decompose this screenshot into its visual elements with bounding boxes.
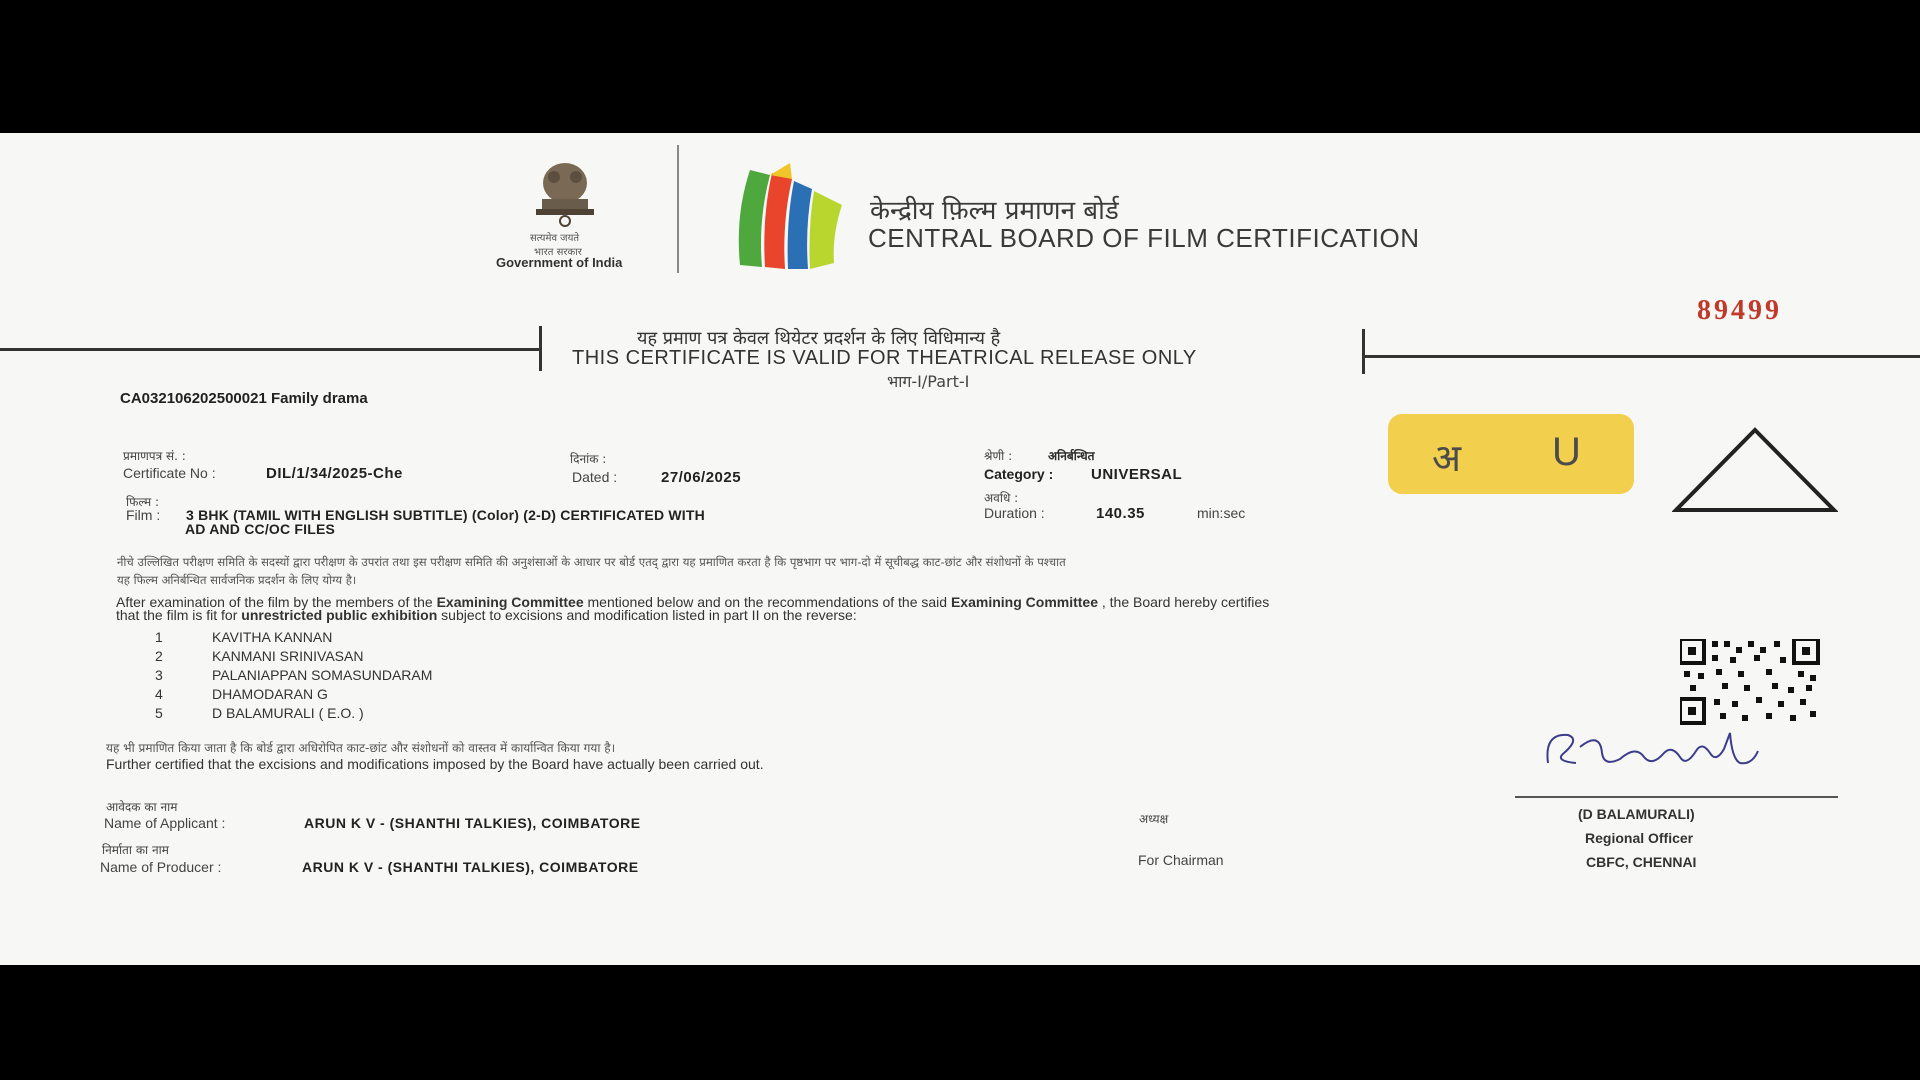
cbfc-logo-icon xyxy=(730,155,850,275)
board-name-english: CENTRAL BOARD OF FILM CERTIFICATION xyxy=(868,223,1420,253)
para1-hindi-line2: यह फिल्म अनिर्बन्धित सार्वजनिक प्रदर्शन के लिए योग्य है। xyxy=(117,573,357,587)
producer-label-hindi: निर्माता का नाम xyxy=(102,843,169,857)
signatory-title: Regional Officer xyxy=(1585,830,1694,846)
validity-english: THIS CERTIFICATE IS VALID FOR THEATRICAL RELEASE ONLY xyxy=(572,347,1197,369)
date-label: Dated : xyxy=(572,469,618,485)
header-divider xyxy=(677,145,679,273)
category-label-hindi: श्रेणी : xyxy=(984,449,1013,463)
certificate-sheet xyxy=(0,133,1920,965)
signature xyxy=(1540,723,1780,783)
list-item xyxy=(155,629,432,648)
film-label-hindi: फिल्म : xyxy=(126,495,160,509)
triangle-mark xyxy=(1672,426,1838,514)
validity-rule-right xyxy=(1362,355,1920,358)
rating-english: U xyxy=(1552,430,1581,474)
para1-english-line2 xyxy=(116,607,857,623)
qr-code-icon xyxy=(1680,639,1820,725)
signatory-office: CBFC, CHENNAI xyxy=(1586,854,1697,870)
committee-name: KAVITHA KANNAN xyxy=(212,629,333,645)
committee-no: 3 xyxy=(155,667,163,683)
para1-l1-b: Examining Committee xyxy=(436,594,584,610)
duration-value: 140.35 xyxy=(1096,505,1145,522)
committee-no: 2 xyxy=(155,648,163,664)
signature-icon xyxy=(1540,723,1780,783)
category-label: Category : xyxy=(984,466,1054,482)
list-item xyxy=(155,686,432,705)
category-value-hindi: अनिर्बन्धित xyxy=(1048,449,1095,463)
para1-l2-b: unrestricted public exhibition xyxy=(241,607,438,623)
producer-label: Name of Producer : xyxy=(100,859,222,875)
para2-hindi: यह भी प्रमाणित किया जाता है कि बोर्ड द्वारा अधिरोपित काट-छांट और संशोधनों को वास्तव में कार्यान्वित किया गया है। xyxy=(106,741,616,755)
committee-no: 5 xyxy=(155,705,163,721)
board-name-hindi: केन्द्रीय फ़िल्म प्रमाणन बोर्ड xyxy=(870,196,1119,226)
date-label-hindi: दिनांक : xyxy=(570,452,607,466)
serial-number: 89499 xyxy=(1697,295,1782,326)
validity-rule-left-tick xyxy=(539,326,542,371)
validity-part: भाग-I/Part-I xyxy=(887,372,970,391)
emblem-motto: सत्यमेव जयते xyxy=(530,233,580,244)
list-item xyxy=(155,705,432,724)
committee-list xyxy=(155,629,432,724)
applicant-label: Name of Applicant : xyxy=(104,815,226,831)
triangle-icon xyxy=(1672,426,1838,514)
committee-no: 1 xyxy=(155,629,163,645)
film-value-line1: 3 BHK (TAMIL WITH ENGLISH SUBTITLE) (Color) (2-D) CERTIFICATED WITH xyxy=(186,507,705,523)
committee-name: KANMANI SRINIVASAN xyxy=(212,648,364,664)
para1-l1-e: , the Board hereby certifies xyxy=(1098,594,1270,610)
emblem-hindi: भारत सरकार xyxy=(534,247,582,258)
emblem-caption: Government of India xyxy=(496,255,623,270)
validity-rule-right-tick xyxy=(1362,329,1365,374)
para1-hindi-line1: नीचे उल्लिखित परीक्षण समिति के सदस्यों द्वारा परीक्षण के उपरांत तथा इस परीक्षण समिति की अनुशंसाओं के आधार पर बोर्ड एतद् द्वारा यह प्रमाणित करता है कि पृष्ठभाग पर भाग-दो में सूचीबद्ध काट-छांट और संशोधनों के पश्चात xyxy=(117,555,1066,569)
chairman-hindi: अध्यक्ष xyxy=(1139,812,1169,826)
film-value-line2: AD AND CC/OC FILES xyxy=(185,521,336,537)
cert-no-value: DIL/1/34/2025-Che xyxy=(266,465,403,482)
chairman-english: For Chairman xyxy=(1138,852,1224,868)
signatory-name: (D BALAMURALI) xyxy=(1578,806,1695,822)
committee-name: D BALAMURALI ( E.O. ) xyxy=(212,705,364,721)
committee-name: DHAMODARAN G xyxy=(212,686,328,702)
para2-english: Further certified that the excisions and modifications imposed by the Board have actually been carried out. xyxy=(106,756,764,772)
qr-code xyxy=(1680,639,1820,725)
list-item xyxy=(155,667,432,686)
para1-l1-a: After examination of the film by the members of the xyxy=(116,594,437,610)
reference-line: CA032106202500021 Family drama xyxy=(120,390,368,407)
committee-name: PALANIAPPAN SOMASUNDARAM xyxy=(212,667,433,683)
date-value: 27/06/2025 xyxy=(661,469,742,486)
para1-l2-c: subject to excisions and modification listed in part II on the reverse: xyxy=(437,607,857,623)
duration-unit: min:sec xyxy=(1197,505,1246,521)
cert-no-label-hindi: प्रमाणपत्र सं. : xyxy=(123,449,186,463)
state-emblem xyxy=(520,157,610,235)
film-label: Film : xyxy=(126,507,161,523)
validity-hindi: यह प्रमाण पत्र केवल थियेटर प्रदर्शन के लिए विधिमान्य है xyxy=(637,328,1001,349)
list-item xyxy=(155,648,432,667)
rating-hindi: अ xyxy=(1432,436,1462,480)
category-value: UNIVERSAL xyxy=(1091,466,1183,483)
para1-l2-a: that the film is fit for xyxy=(116,607,242,623)
applicant-value: ARUN K V - (SHANTHI TALKIES), COIMBATORE xyxy=(304,815,641,831)
producer-value: ARUN K V - (SHANTHI TALKIES), COIMBATORE xyxy=(302,859,639,875)
cert-no-label: Certificate No : xyxy=(123,465,216,481)
duration-label: Duration : xyxy=(984,505,1045,521)
committee-no: 4 xyxy=(155,686,163,702)
applicant-label-hindi: आवेदक का नाम xyxy=(106,800,178,814)
cbfc-logo xyxy=(730,155,850,275)
duration-label-hindi: अवधि : xyxy=(984,491,1019,505)
rating-badge xyxy=(1388,414,1634,494)
para1-l1-c: mentioned below and on the recommendations of the said xyxy=(583,594,951,610)
validity-rule-left xyxy=(0,348,540,351)
para1-l1-d: Examining Committee xyxy=(950,594,1098,610)
lion-capital-icon xyxy=(520,157,610,235)
signature-line xyxy=(1515,796,1838,798)
